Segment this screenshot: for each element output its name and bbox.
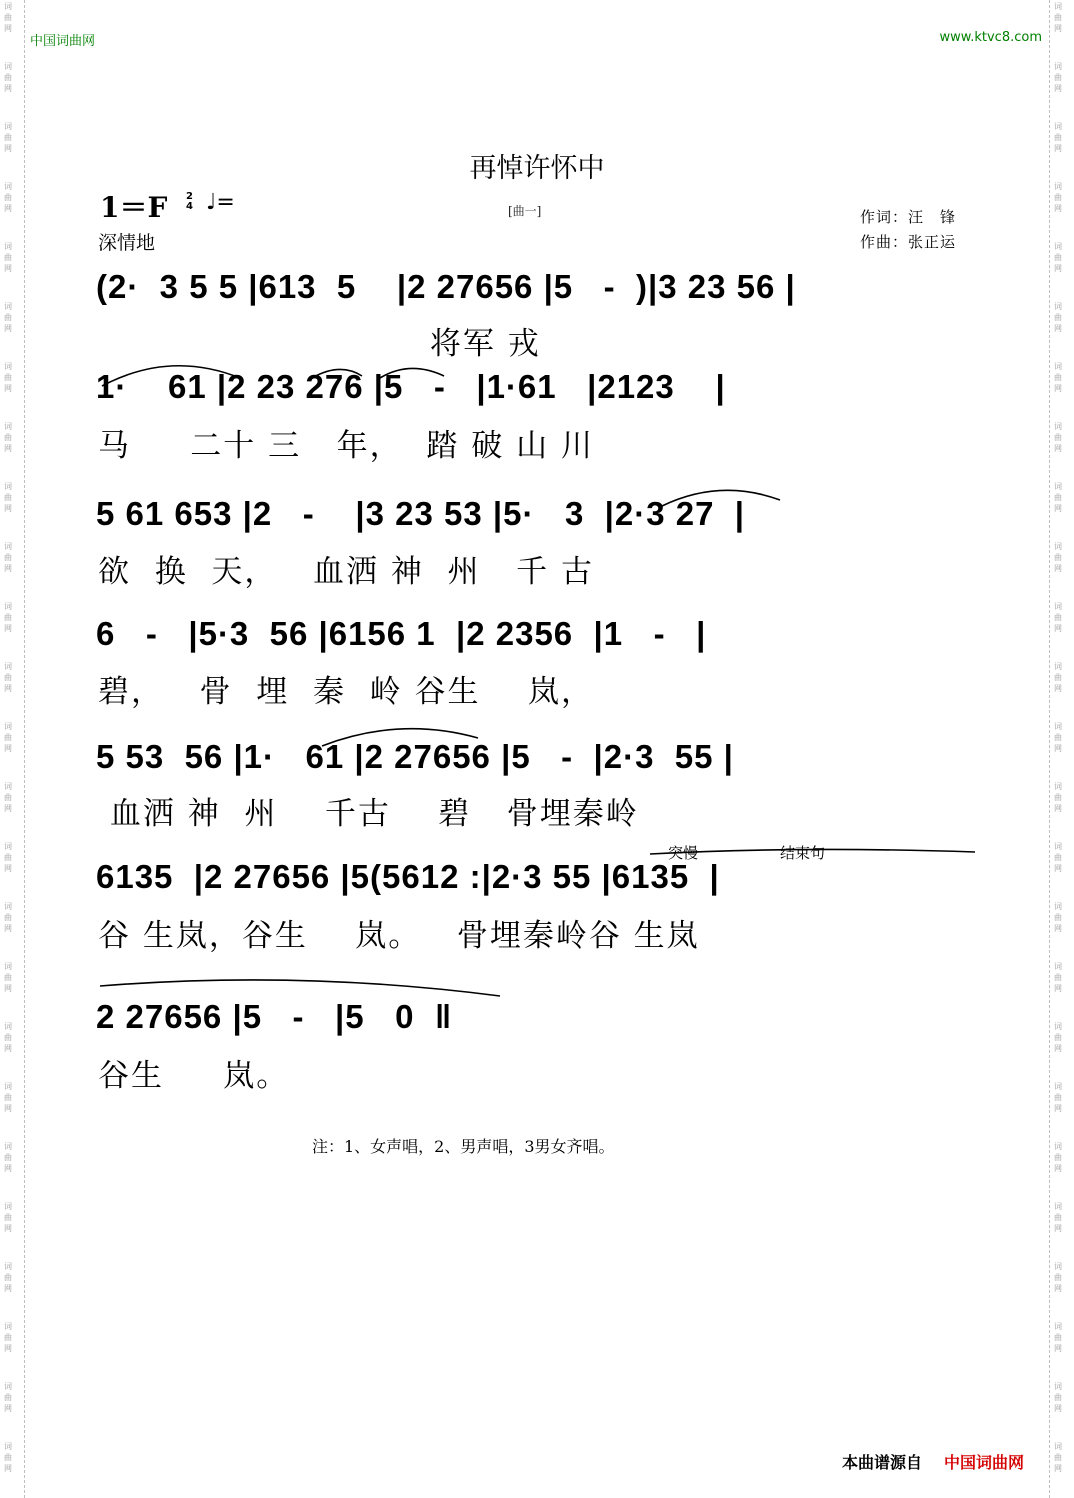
watermark-glyph: 词 [4, 602, 12, 611]
performance-footnote: 注：1、女声唱，2、男声唱，3男女齐唱。 [312, 1137, 615, 1156]
source-credit [842, 1450, 1024, 1473]
watermark-glyph: 网 [1054, 984, 1062, 993]
watermark-glyph: 网 [1054, 1044, 1062, 1053]
notation-line-3: 5 61 653 |2 - |3 23 53 |5· 3 |2·3 27 | [96, 495, 746, 532]
watermark-glyph: 网 [1054, 204, 1062, 213]
watermark-glyph: 曲 [1054, 853, 1062, 862]
watermark-glyph: 网 [1054, 384, 1062, 393]
watermark-glyph: 网 [4, 504, 12, 513]
site-url-header[interactable]: www.ktvc8.com [939, 30, 1042, 45]
watermark-glyph: 曲 [1054, 1033, 1062, 1042]
slowdown-marking: 突慢 [668, 844, 699, 862]
watermark-glyph: 网 [4, 24, 12, 33]
watermark-glyph: 词 [4, 842, 12, 851]
watermark-glyph: 词 [1054, 422, 1062, 431]
watermark-glyph: 词 [1054, 242, 1062, 251]
watermark-glyph: 曲 [4, 793, 12, 802]
watermark-glyph: 词 [1054, 782, 1062, 791]
watermark-glyph: 曲 [4, 1453, 12, 1462]
lyric-line-3: 欲 换 天， 血洒 神 州 千 古 [98, 554, 594, 590]
watermark-glyph: 词 [1054, 1022, 1062, 1031]
watermark-glyph: 词 [4, 902, 12, 911]
watermark-glyph: 网 [1054, 1344, 1062, 1353]
watermark-glyph: 词 [4, 962, 12, 971]
watermark-glyph: 网 [4, 1224, 12, 1233]
watermark-glyph: 词 [4, 1262, 12, 1271]
lyric-line-2: 马 二十 三 年， 踏 破 山 川 [98, 428, 594, 464]
watermark-glyph: 网 [1054, 924, 1062, 933]
watermark-glyph: 曲 [1054, 733, 1062, 742]
watermark-glyph: 曲 [4, 553, 12, 562]
watermark-glyph: 词 [1054, 1202, 1062, 1211]
watermark-glyph: 网 [1054, 864, 1062, 873]
watermark-glyph: 曲 [1054, 793, 1062, 802]
watermark-glyph: 网 [1054, 1284, 1062, 1293]
watermark-glyph: 网 [4, 1464, 12, 1473]
watermark-glyph: 网 [4, 324, 12, 333]
watermark-glyph: 曲 [1054, 673, 1062, 682]
watermark-glyph: 词 [1054, 1322, 1062, 1331]
watermark-glyph: 词 [4, 242, 12, 251]
watermark-glyph: 词 [4, 182, 12, 191]
watermark-glyph: 网 [1054, 1104, 1062, 1113]
source-brand-link[interactable]: 中国词曲网 [944, 1453, 1025, 1472]
watermark-glyph: 曲 [4, 1213, 12, 1222]
watermark-glyph: 网 [1054, 324, 1062, 333]
watermark-glyph: 词 [4, 722, 12, 731]
watermark-glyph: 曲 [4, 733, 12, 742]
watermark-glyph: 曲 [4, 853, 12, 862]
slur-arc [100, 980, 500, 996]
watermark-glyph: 曲 [4, 313, 12, 322]
watermark-glyph: 曲 [4, 73, 12, 82]
watermark-glyph: 曲 [4, 973, 12, 982]
source-label: 本曲谱源自 [842, 1453, 923, 1472]
watermark-glyph: 网 [1054, 804, 1062, 813]
watermark-glyph: 曲 [1054, 553, 1062, 562]
watermark-glyph: 网 [4, 744, 12, 753]
watermark-glyph: 词 [1054, 1082, 1062, 1091]
lyric-line-1: 将军 戎 [98, 326, 541, 362]
watermark-glyph: 曲 [1054, 133, 1062, 142]
watermark-glyph: 曲 [4, 433, 12, 442]
notation-line-5: 5 53 56 |1· 61 |2 27656 |5 - |2·3 55 | [96, 738, 734, 775]
watermark-glyph: 网 [4, 384, 12, 393]
watermark-glyph: 词 [1054, 182, 1062, 191]
watermark-glyph: 词 [1054, 2, 1062, 11]
watermark-glyph: 网 [1054, 1464, 1062, 1473]
watermark-glyph: 词 [1054, 302, 1062, 311]
watermark-glyph: 网 [4, 1104, 12, 1113]
watermark-glyph: 词 [1054, 122, 1062, 131]
site-name-header[interactable]: 中国词曲网 [30, 34, 96, 49]
watermark-glyph: 曲 [1054, 73, 1062, 82]
watermark-glyph: 词 [4, 1442, 12, 1451]
watermark-glyph: 词 [1054, 1382, 1062, 1391]
watermark-glyph: 曲 [4, 1153, 12, 1162]
watermark-glyph: 网 [1054, 444, 1062, 453]
watermark-glyph: 曲 [1054, 1153, 1062, 1162]
watermark-glyph: 曲 [4, 1273, 12, 1282]
watermark-glyph: 曲 [1054, 493, 1062, 502]
watermark-glyph: 网 [1054, 564, 1062, 573]
watermark-glyph: 词 [1054, 1442, 1062, 1451]
watermark-glyph: 网 [4, 1044, 12, 1053]
watermark-glyph: 词 [4, 362, 12, 371]
song-subtitle: [曲一] [508, 204, 542, 218]
watermark-glyph: 曲 [1054, 13, 1062, 22]
ending-phrase-marking: 结束句 [780, 844, 826, 862]
watermark-glyph: 词 [1054, 602, 1062, 611]
watermark-glyph: 词 [4, 662, 12, 671]
watermark-glyph: 词 [4, 122, 12, 131]
watermark-glyph: 词 [1054, 62, 1062, 71]
time-signature [186, 192, 193, 212]
key-signature: 1＝F [100, 191, 168, 224]
watermark-glyph: 网 [1054, 84, 1062, 93]
lyric-line-7: 谷生 岚。 [98, 1058, 290, 1094]
watermark-glyph: 词 [4, 1322, 12, 1331]
watermark-glyph: 曲 [4, 493, 12, 502]
notation-line-2: 1· 61 |2 23 276 |5 - |1·61 |2123 | [96, 368, 726, 405]
watermark-glyph: 曲 [1054, 973, 1062, 982]
watermark-glyph: 网 [1054, 144, 1062, 153]
watermark-glyph: 曲 [1054, 433, 1062, 442]
watermark-glyph: 曲 [4, 133, 12, 142]
watermark-glyph: 词 [4, 62, 12, 71]
watermark-glyph: 曲 [1054, 253, 1062, 262]
watermark-glyph: 网 [4, 264, 12, 273]
watermark-glyph: 网 [1054, 264, 1062, 273]
watermark-glyph: 网 [1054, 624, 1062, 633]
watermark-glyph: 网 [4, 1284, 12, 1293]
watermark-glyph: 网 [1054, 1404, 1062, 1413]
watermark-glyph: 网 [4, 1404, 12, 1413]
watermark-glyph: 词 [4, 1022, 12, 1031]
notation-line-6: 6135 |2 27656 |5(5612 :|2·3 55 |6135 | [96, 858, 720, 895]
watermark-glyph: 词 [1054, 662, 1062, 671]
meter-bottom: 4 [186, 201, 193, 212]
watermark-glyph: 词 [1054, 842, 1062, 851]
lyric-line-5: 血洒 神 州 千古 碧 骨埋秦岭 [98, 796, 639, 832]
watermark-glyph: 曲 [4, 1033, 12, 1042]
watermark-glyph: 曲 [4, 613, 12, 622]
watermark-glyph: 曲 [4, 193, 12, 202]
lyric-line-6: 谷 生岚，谷生 岚。 骨埋秦岭谷 生岚 [98, 918, 700, 954]
composer-credit: 作曲：张正运 [860, 233, 957, 251]
watermark-glyph: 网 [4, 684, 12, 693]
watermark-glyph: 词 [1054, 542, 1062, 551]
watermark-glyph: 曲 [4, 373, 12, 382]
watermark-glyph: 网 [4, 804, 12, 813]
watermark-glyph: 曲 [4, 913, 12, 922]
watermark-glyph: 网 [4, 204, 12, 213]
expression-marking: 深情地 [98, 232, 156, 254]
watermark-glyph: 词 [1054, 722, 1062, 731]
notation-line-1: (2· 3 5 5 |613 5 |2 27656 |5 - )|3 23 56 | [96, 268, 796, 305]
watermark-glyph: 曲 [1054, 913, 1062, 922]
watermark-glyph: 词 [4, 1082, 12, 1091]
watermark-glyph: 曲 [4, 1333, 12, 1342]
watermark-glyph: 网 [1054, 1164, 1062, 1173]
watermark-glyph: 词 [4, 2, 12, 11]
tempo-marking: ♩= [206, 190, 235, 215]
watermark-glyph: 曲 [1054, 313, 1062, 322]
watermark-glyph: 词 [4, 1202, 12, 1211]
watermark-glyph: 曲 [4, 253, 12, 262]
watermark-glyph: 词 [4, 482, 12, 491]
watermark-glyph: 词 [4, 422, 12, 431]
watermark-glyph: 网 [4, 444, 12, 453]
watermark-glyph: 词 [4, 302, 12, 311]
watermark-glyph: 词 [1054, 482, 1062, 491]
watermark-glyph: 曲 [4, 1393, 12, 1402]
watermark-glyph: 曲 [4, 13, 12, 22]
right-margin-watermark [1049, 0, 1074, 1498]
watermark-glyph: 网 [1054, 684, 1062, 693]
watermark-glyph: 曲 [1054, 613, 1062, 622]
watermark-glyph: 曲 [1054, 1093, 1062, 1102]
watermark-glyph: 词 [4, 1142, 12, 1151]
watermark-glyph: 曲 [1054, 193, 1062, 202]
watermark-glyph: 曲 [1054, 1393, 1062, 1402]
watermark-glyph: 曲 [1054, 1213, 1062, 1222]
notation-line-4: 6 - |5·3 56 |6156 1 |2 2356 |1 - | [96, 615, 707, 652]
watermark-glyph: 网 [4, 984, 12, 993]
song-title: 再悼许怀中 [469, 153, 605, 184]
watermark-glyph: 曲 [1054, 373, 1062, 382]
lyric-line-4: 碧， 骨 埋 秦 岭 谷生 岚， [98, 674, 594, 710]
left-margin-watermark [0, 0, 25, 1498]
notation-line-7: 2 27656 |5 - |5 0 ‖ [96, 998, 453, 1035]
watermark-glyph: 曲 [1054, 1333, 1062, 1342]
watermark-glyph: 词 [1054, 362, 1062, 371]
watermark-glyph: 网 [4, 1164, 12, 1173]
watermark-glyph: 曲 [4, 1093, 12, 1102]
watermark-glyph: 网 [4, 84, 12, 93]
watermark-glyph: 词 [1054, 1142, 1062, 1151]
watermark-glyph: 网 [1054, 24, 1062, 33]
watermark-glyph: 词 [1054, 962, 1062, 971]
watermark-glyph: 网 [4, 144, 12, 153]
watermark-glyph: 网 [1054, 504, 1062, 513]
watermark-glyph: 网 [4, 1344, 12, 1353]
watermark-glyph: 词 [1054, 902, 1062, 911]
watermark-glyph: 网 [4, 564, 12, 573]
watermark-glyph: 词 [4, 782, 12, 791]
watermark-glyph: 网 [1054, 744, 1062, 753]
watermark-glyph: 词 [1054, 1262, 1062, 1271]
watermark-glyph: 网 [4, 924, 12, 933]
watermark-glyph: 曲 [1054, 1273, 1062, 1282]
watermark-glyph: 曲 [1054, 1453, 1062, 1462]
watermark-glyph: 词 [4, 542, 12, 551]
watermark-glyph: 网 [4, 624, 12, 633]
meter-top: 2 [186, 191, 193, 202]
watermark-glyph: 网 [1054, 1224, 1062, 1233]
lyricist-credit: 作词：汪 锋 [860, 208, 957, 226]
watermark-glyph: 曲 [4, 673, 12, 682]
watermark-glyph: 网 [4, 864, 12, 873]
watermark-glyph: 词 [4, 1382, 12, 1391]
